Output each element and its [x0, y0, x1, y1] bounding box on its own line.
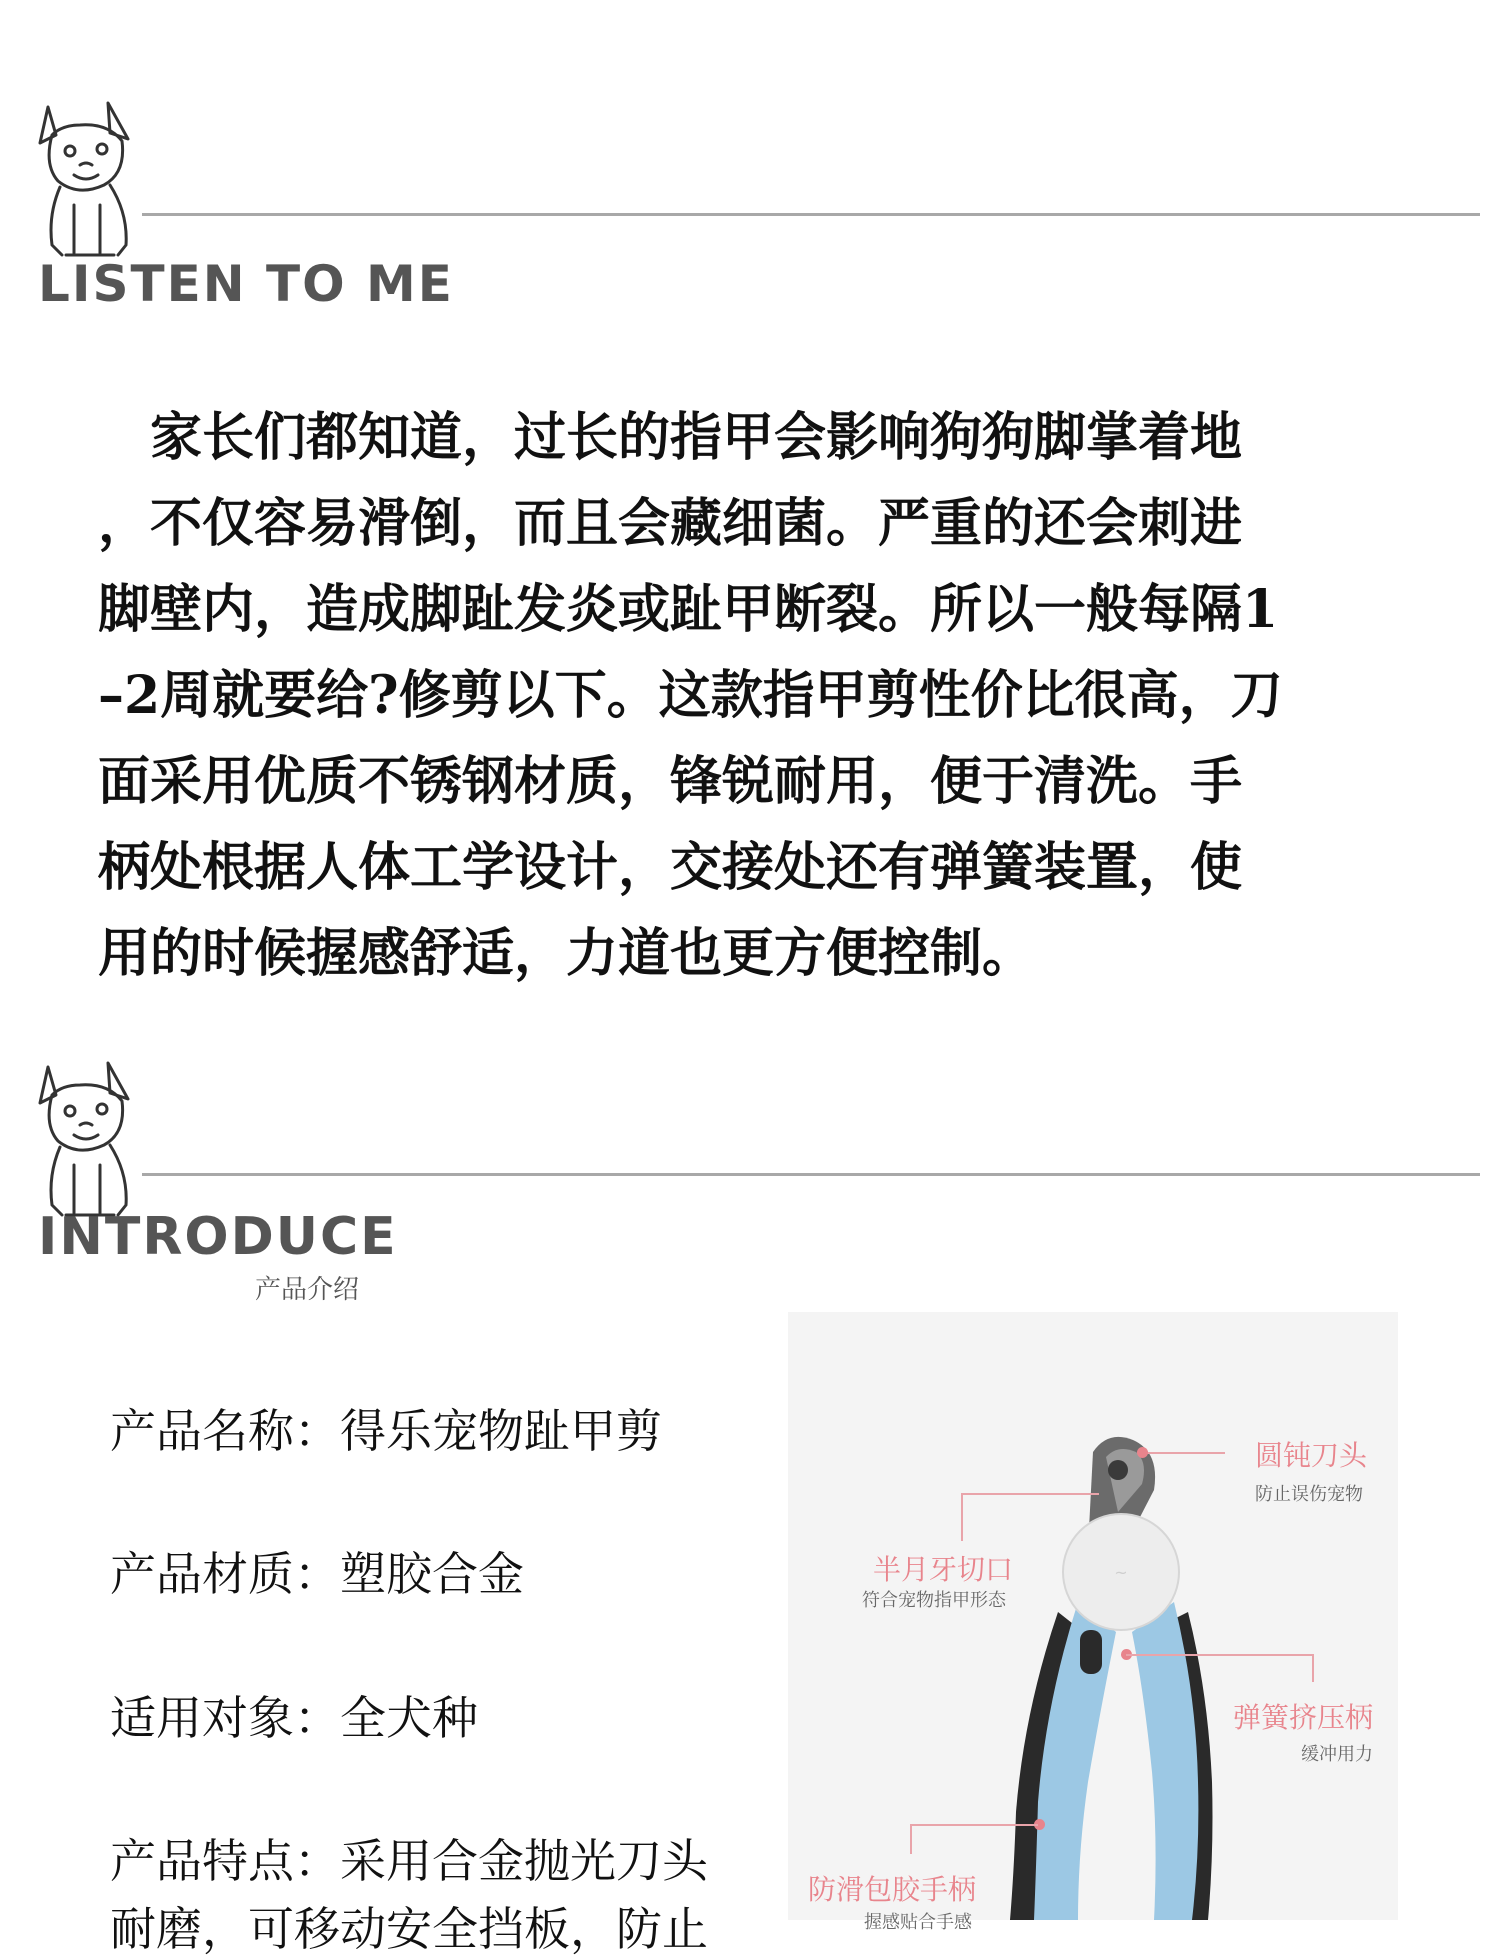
french-bulldog-icon — [30, 1055, 170, 1225]
spec-line: 适用对象：全犬种 — [110, 1691, 478, 1745]
callout-leader-line — [1312, 1654, 1314, 1682]
callout-leader-line — [910, 1824, 912, 1854]
paragraph-line: 家长们都知道，过长的指甲会影响狗狗脚掌着地 — [98, 407, 1243, 468]
callout-subtitle: 缓冲用力 — [1301, 1744, 1373, 1765]
section-heading: LISTEN TO ME — [38, 255, 454, 313]
callout-subtitle: 握感贴合手感 — [864, 1912, 972, 1933]
paragraph-line: 柄处根据人体工学设计，交接处还有弹簧装置，使 — [98, 837, 1243, 898]
spec-line: 产品名称：得乐宠物趾甲剪 — [110, 1404, 662, 1458]
spec-line: 耐磨，可移动安全挡板，防止 — [110, 1902, 708, 1956]
french-bulldog-icon — [30, 95, 170, 265]
callout-title: 半月牙切口 — [873, 1553, 1014, 1586]
paragraph-line: ，不仅容易滑倒，而且会藏细菌。严重的还会刺进 — [98, 493, 1243, 554]
callout-subtitle: 符合宠物指甲形态 — [862, 1590, 1006, 1611]
paragraph-line: 脚壁内，造成脚趾发炎或趾甲断裂。所以一般每隔1 — [98, 579, 1279, 640]
spec-line: 产品材质：塑胶合金 — [110, 1547, 524, 1601]
introduce-section-header — [30, 1055, 1480, 1305]
nail-clipper-image — [788, 1312, 1398, 1920]
callout-leader-line — [961, 1493, 963, 1541]
listen-section-header — [30, 95, 1480, 315]
spec-line: 产品特点：采用合金抛光刀头 — [110, 1834, 708, 1888]
paragraph-line: 面采用优质不锈钢材质，锋锐耐用，便于清洗。手 — [98, 751, 1243, 812]
callout-title: 圆钝刀头 — [1255, 1439, 1368, 1472]
callout-subtitle: 防止误伤宠物 — [1255, 1484, 1363, 1505]
section-subheading: 产品介绍 — [255, 1275, 360, 1305]
paragraph-line: 用的时候握感舒适，力道也更方便控制。 — [98, 923, 1035, 984]
callout-leader-line — [1143, 1452, 1225, 1454]
header-divider — [142, 1173, 1480, 1176]
product-image-panel — [788, 1312, 1398, 1933]
intro-paragraph — [98, 395, 1418, 997]
callout-leader-line — [1126, 1654, 1314, 1656]
svg-text:~: ~ — [1114, 1563, 1128, 1582]
callout-title: 防滑包胶手柄 — [808, 1873, 977, 1906]
callout-title: 弹簧挤压柄 — [1233, 1701, 1374, 1734]
callout-leader-line — [961, 1493, 1099, 1495]
callout-leader-line — [910, 1824, 1038, 1826]
section-heading: INTRODUCE — [38, 1207, 398, 1267]
paragraph-line: –2周就要给?修剪以下。这款指甲剪性价比很高，刀 — [98, 665, 1283, 726]
header-divider — [142, 213, 1480, 216]
callout-dot — [1137, 1447, 1148, 1458]
